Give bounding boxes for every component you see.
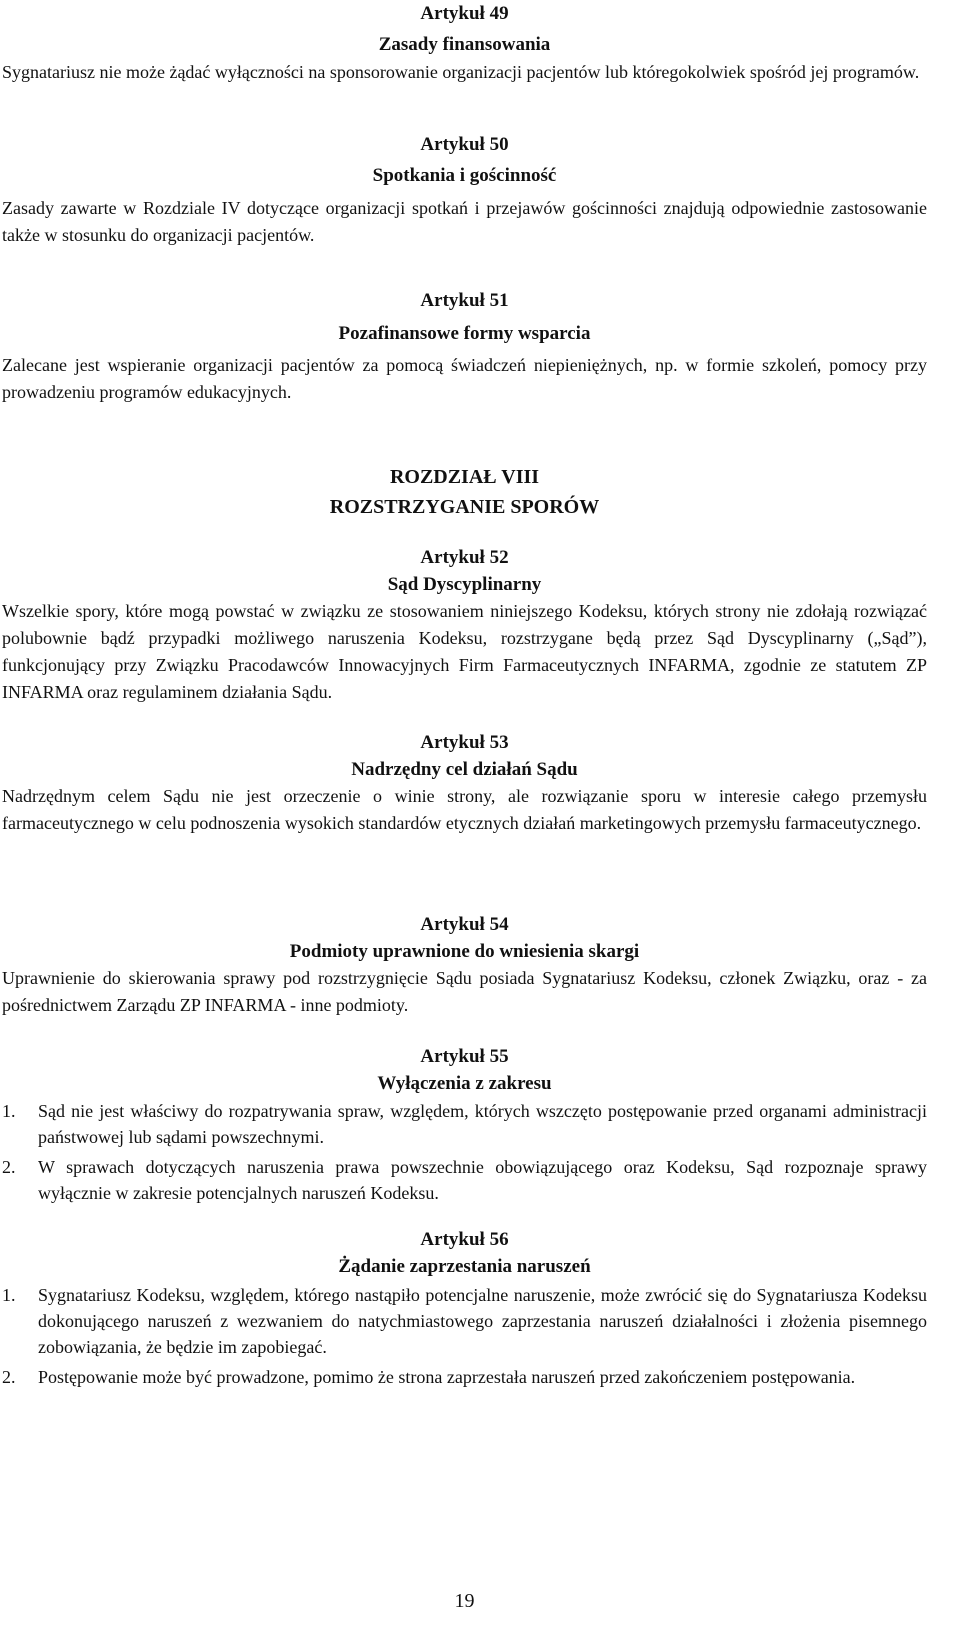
article-54	[2, 911, 927, 1019]
article-paragraph: Zalecane jest wspieranie organizacji pacjentów za pomocą świadczeń niepieniężnych, np. w formie szkoleń, pomocy przy prowadzeniu programów edukacyjnych.	[2, 355, 927, 402]
article-title: Artykuł 51	[420, 290, 509, 311]
article-paragraph: Zasady zawarte w Rozdziale IV dotyczące organizacji spotkań i przejawów gościnności znajdują odpowiednie zastosowanie także w stosunku do organizacji pacjentów.	[2, 198, 927, 245]
list-item-text: W sprawach dotyczących naruszenia prawa powszechnie obowiązującego oraz Kodeksu, Sąd rozpoznaje sprawy wyłącznie w zakresie potencjalnych naruszeń Kodeksu.	[38, 1157, 927, 1203]
list-item-number: 2.	[2, 1367, 16, 1387]
chapter-title: ROZSTRZYGANIE SPORÓW	[329, 496, 600, 518]
article-subtitle: Podmioty uprawnione do wniesienia skargi	[289, 941, 640, 962]
article-title: Artykuł 53	[420, 732, 509, 753]
article-subtitle: Sąd Dyscyplinarny	[387, 574, 542, 595]
article-paragraph: Nadrzędnym celem Sądu nie jest orzeczenie o winie strony, ale rozwiązanie sporu w interesie całego przemysłu farmaceutycznego w celu podnoszenia wysokich standardów etycznych działań marketingowych przemysłu farmaceutycznego.	[2, 786, 927, 833]
list-item-number: 2.	[2, 1157, 16, 1177]
article-subtitle: Zasady finansowania	[378, 34, 551, 55]
article-title: Artykuł 55	[420, 1046, 509, 1067]
article-52	[2, 544, 927, 706]
list-item-number: 1.	[2, 1285, 16, 1305]
article-subtitle: Żądanie zaprzestania naruszeń	[338, 1256, 591, 1277]
list-item	[2, 1098, 927, 1150]
article-paragraph: Uprawnienie do skierowania sprawy pod rozstrzygnięcie Sądu posiada Sygnatariusz Kodeksu, członek Związku, oraz - za pośrednictwem Zarządu ZP INFARMA - inne podmioty.	[2, 968, 927, 1015]
list-item-text: Sąd nie jest właściwy do rozpatrywania spraw, względem, których wszczęto postępowanie przed organami administracji państwowej lub sądami powszechnymi.	[38, 1101, 927, 1147]
article-title: Artykuł 52	[420, 547, 509, 568]
article-subtitle: Nadrzędny cel działań Sądu	[351, 759, 578, 780]
list-item-number: 1.	[2, 1101, 16, 1121]
list-item-text: Postępowanie może być prowadzone, pomimo że strona zaprzestała naruszeń przed zakończeniem postępowania.	[38, 1367, 856, 1387]
list-item	[2, 1154, 927, 1206]
article-50	[2, 131, 927, 249]
chapter-heading	[2, 462, 927, 522]
article-49	[2, 0, 927, 86]
article-title: Artykuł 49	[420, 3, 509, 24]
article-paragraph: Sygnatariusz nie może żądać wyłączności na sponsorowanie organizacji pacjentów lub któregokolwiek spośród jej programów.	[2, 62, 920, 82]
article-55	[2, 1043, 927, 1206]
article-51	[2, 287, 927, 406]
article-title: Artykuł 50	[420, 134, 509, 155]
list-item-text: Sygnatariusz Kodeksu, względem, którego nastąpiło potencjalne naruszenie, może zwrócić się do Sygnatariusza Kodeksu dokonującego naruszeń z wezwaniem do natychmiastowego zaprzestania naruszeń działalności i złożenia pisemnego zobowiązania, że będzie im zapobiegać.	[38, 1285, 927, 1357]
article-title: Artykuł 56	[420, 1229, 509, 1250]
article-title: Artykuł 54	[420, 914, 509, 935]
chapter-number: ROZDZIAŁ VIII	[389, 466, 540, 488]
article-subtitle: Wyłączenia z zakresu	[377, 1073, 552, 1094]
list-item	[2, 1282, 927, 1360]
article-paragraph: Wszelkie spory, które mogą powstać w związku ze stosowaniem niniejszego Kodeksu, których strony nie zdołają rozwiązać polubownie bądź przypadki możliwego naruszenia Kodeksu, rozstrzygane będą przez Sąd Dyscyplinarny („Sąd”), funkcjonujący przy Związku Pracodawców Innowacyjnych Firm Farmaceutycznych INFARMA, zgodnie ze statutem ZP INFARMA oraz regulaminem działania Sądu.	[2, 601, 927, 702]
page-number: 19	[454, 1590, 475, 1612]
article-subtitle: Spotkania i gościnność	[372, 165, 557, 186]
list-item	[2, 1364, 927, 1390]
article-53	[2, 729, 927, 837]
article-subtitle: Pozafinansowe formy wsparcia	[338, 323, 591, 344]
article-56	[2, 1226, 927, 1390]
